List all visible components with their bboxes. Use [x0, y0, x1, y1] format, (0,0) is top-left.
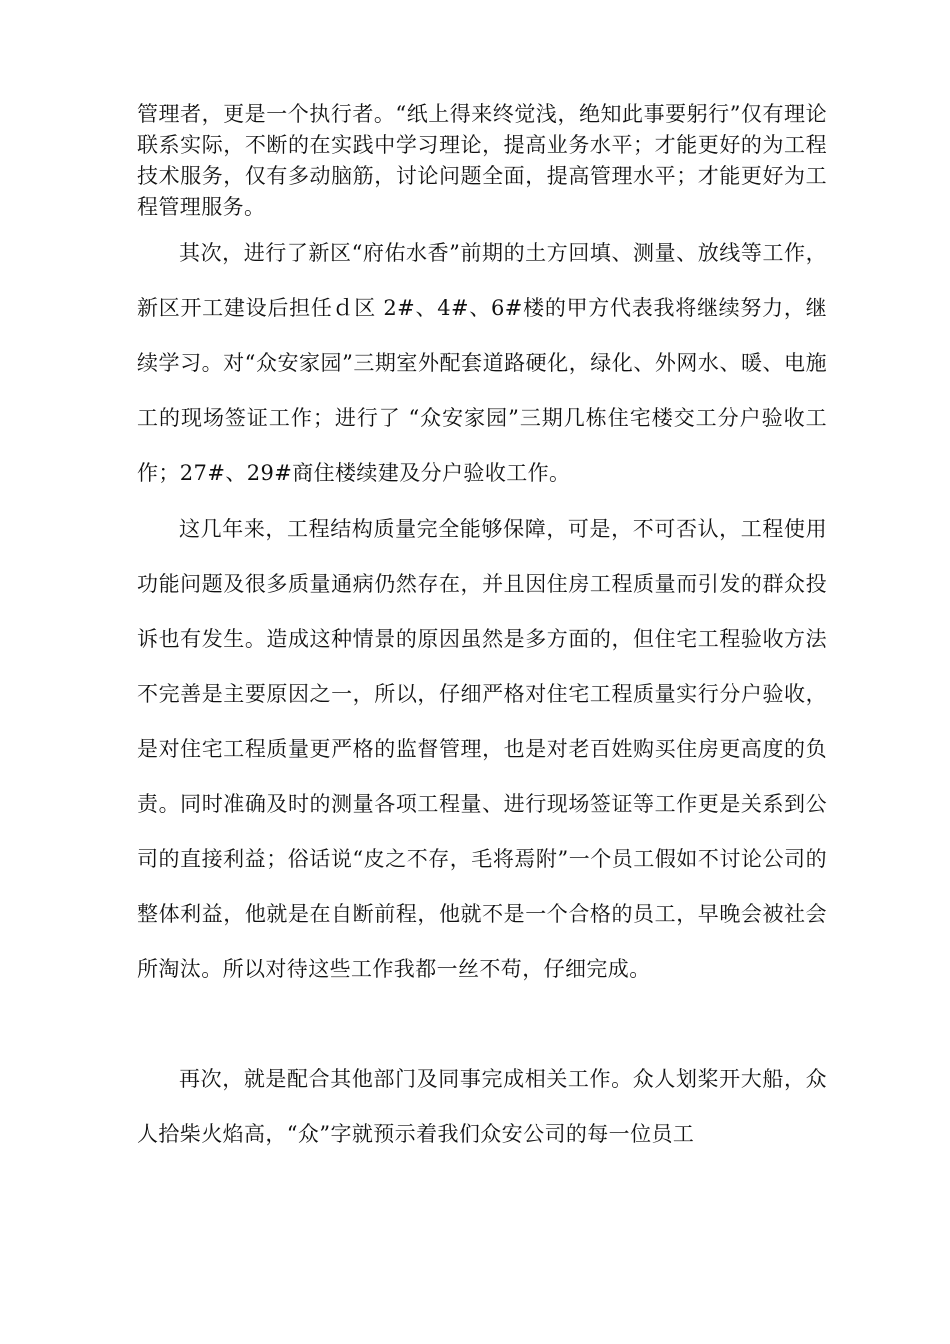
paragraph-second-work: 其次，进行了新区“府佑水香”前期的土方回填、测量、放线等工作，新区开工建设后担任ｄ区 2#、4#、6#楼的甲方代表我将继续努力，继续学习。对“众安家园”三期室外配套道路硬化，绿化、外网水、暖、电施工的现场签证工作；进行了 “众安家园”三期几栋住宅楼交工分户验收工作；27#、29#商住楼续建及分户验收工作。 — [137, 241, 827, 485]
paragraph-third-cooperation: 再次，就是配合其他部门及同事完成相关工作。众人划桨开大船，众人拾柴火焰高，“众”字就预示着我们众安公司的每一位员工 — [137, 1067, 827, 1146]
paragraph-quality: 这几年来，工程结构质量完全能够保障，可是，不可否认，工程使用功能问题及很多质量通病仍然存在，并且因住房工程质量而引发的群众投诉也有发生。造成这种情景的原因虽然是多方面的，但住宅工程验收方法不完善是主要原因之一，所以，仔细严格对住宅工程质量实行分户验收，是对住宅工程质量更严格的监督管理，也是对老百姓购买住房更高度的负责。同时准确及时的测量各项工程量、进行现场签证等工作更是关系到公司的直接利益；俗话说“皮之不存，毛将焉附”一个员工假如不讨论公司的整体利益，他就是在自断前程，他就不是一个合格的员工，早晚会被社会所淘汰。所以对待这些工作我都一丝不苟，仔细完成。 — [137, 517, 827, 981]
paragraph-continuation: 管理者，更是一个执行者。“纸上得来终觉浅，绝知此事要躬行”仅有理论联系实际，不断的在实践中学习理论，提高业务水平；才能更好的为工程技术服务，仅有多动脑筋，讨论问题全面，提高管理水平；才能更好为工程管理服务。 — [137, 102, 827, 219]
